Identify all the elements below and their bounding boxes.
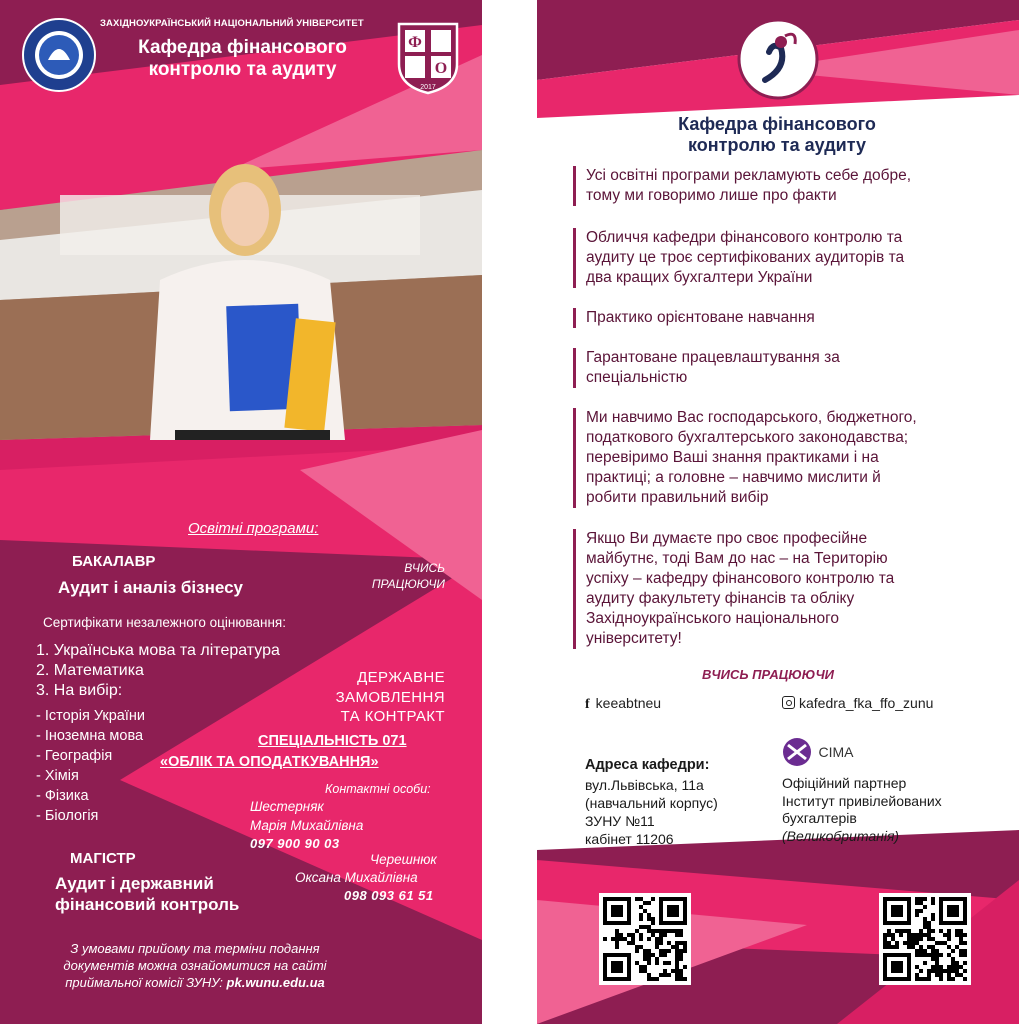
bachelor-program: Аудит і аналіз бізнесу [58, 578, 243, 597]
subject-item: 1. Українська мова та література [36, 642, 280, 659]
fact-6 [573, 529, 1006, 649]
contact-2-surname: Черешнюк [370, 852, 437, 867]
right-title-line1: Кафедра фінансового [678, 114, 876, 134]
fact-line: Практико орієнтоване навчання [586, 309, 815, 326]
university-name: ЗАХІДНОУКРАЇНСЬКИЙ НАЦІОНАЛЬНИЙ УНІВЕРСИТЕТ [100, 18, 364, 29]
address-block [585, 776, 718, 848]
right-panel-title [637, 114, 917, 156]
subject-item: 2. Математика [36, 662, 144, 679]
fact-line: Гарантоване працевлаштування за [586, 349, 840, 366]
fact-line: тому ми говоримо лише про факти [586, 187, 837, 204]
facebook-icon: f [585, 697, 590, 712]
partner-line: Офіційний партнер [782, 775, 907, 791]
instagram-handle: kafedra_fka_ffo_zunu [799, 695, 934, 711]
partner-line: бухгалтерів [782, 810, 857, 826]
state-order-line: ЗАМОВЛЕННЯ [335, 688, 445, 706]
footnote-prefix: приймальної комісії ЗУНУ: [65, 975, 227, 990]
footnote-line: документів можна ознайомитися на сайті [63, 958, 327, 973]
footnote-line [10, 974, 380, 991]
bachelor-label: БАКАЛАВР [72, 553, 156, 570]
right-brochure-panel [537, 0, 1019, 1024]
master-program [55, 873, 239, 915]
state-order-line: ТА КОНТРАКТ [340, 708, 445, 725]
contact-1-surname: Шестерняк [250, 799, 324, 814]
master-program-line2: фінансовий контроль [55, 895, 240, 914]
address-title: Адреса кафедри: [585, 757, 710, 773]
department-title-line1: Кафедра фінансового [138, 37, 347, 58]
partner-country: (Великобританія) [782, 827, 900, 844]
specialty-name: «ОБЛІК ТА ОПОДАТКУВАННЯ» [160, 754, 379, 770]
contacts-title: Контактні особи: [325, 782, 431, 796]
contact-2-name: Оксана Михайлівна [295, 870, 418, 885]
study-working-line2: ПРАЦЮЮЧИ [371, 577, 445, 591]
qr-code-right[interactable] [879, 893, 971, 985]
partner-line: Інститут привілейованих [782, 792, 942, 809]
footnote-line: З умовами прийому та терміни подання [70, 941, 320, 956]
fact-1 [573, 166, 1006, 206]
cima-emblem-icon [782, 737, 812, 767]
fact-line: майбутнє, тоді Вам до нас – на Територію [586, 550, 888, 567]
contact-1-phone: 097 900 90 03 [250, 836, 340, 851]
state-order-note [290, 668, 445, 727]
specialty-code: СПЕЦІАЛЬНІСТЬ 071 [258, 733, 407, 749]
facebook-link[interactable] [585, 695, 661, 713]
address-line: (навчальний корпус) [585, 795, 718, 811]
fact-line: два кращих бухгалтери України [586, 269, 813, 286]
contact-2-phone: 098 093 61 51 [344, 888, 434, 903]
study-working-note [335, 560, 445, 592]
instagram-icon [782, 696, 795, 709]
fact-line: практиці; а головне – навчимо мислити й [586, 469, 881, 486]
fact-line: аудиту факультету фінансів та обліку [586, 590, 855, 607]
qr-code-image [879, 893, 971, 985]
university-seal-logo [22, 18, 96, 92]
fact-line: Обличчя кафедри фінансового контролю та [586, 229, 903, 246]
fact-line: успіху – кафедру фінансового контролю та [586, 570, 895, 587]
address-line: вул.Львівська, 11а [585, 777, 704, 793]
facebook-handle: keeabtneu [595, 695, 662, 711]
fact-4 [573, 348, 1006, 388]
study-working-slogan: ВЧИСЬ ПРАЦЮЮЧИ [702, 667, 835, 682]
svg-text:Ф: Ф [408, 34, 422, 51]
fact-2 [573, 228, 1006, 288]
department-emblem-logo [737, 18, 819, 100]
electives-list [36, 706, 145, 826]
admission-website-link[interactable]: pk.wunu.edu.ua [226, 975, 325, 990]
cima-logo [782, 737, 853, 767]
address-line: кабінет 11206 [585, 831, 674, 847]
faculty-shield-logo [395, 20, 461, 95]
fact-line: Усі освітні програми рекламують себе добре, [586, 167, 912, 184]
master-label: МАГІСТР [70, 850, 136, 867]
fact-line: Ми навчимо Вас господарського, бюджетного, [586, 409, 917, 426]
cima-label: CIMA [818, 744, 854, 760]
fact-line: спеціальністю [586, 369, 688, 386]
fact-line: робити правильний вибір [586, 489, 769, 506]
fact-line: перевіримо Ваші знання практиками і на [586, 449, 879, 466]
elective-item: - Хімія [36, 768, 79, 784]
master-program-line1: Аудит і державний [55, 874, 214, 893]
certificates-title: Сертифікати незалежного оцінювання: [43, 615, 286, 630]
subject-item: 3. На вибір: [36, 682, 123, 699]
fact-line: аудиту це троє сертифікованих аудиторів та [586, 249, 905, 266]
elective-item: - Фізика [36, 788, 89, 804]
fact-line: університету! [586, 630, 682, 647]
address-line: ЗУНУ №11 [585, 813, 655, 829]
instagram-link[interactable] [782, 695, 933, 711]
right-title-line2: контролю та аудиту [688, 135, 866, 155]
elective-item: - Історія України [36, 708, 146, 724]
left-brochure-panel [0, 0, 482, 1024]
department-title-line2: контролю та аудиту [148, 59, 337, 80]
contact-1-name: Марія Михайлівна [250, 818, 364, 833]
fact-3 [573, 308, 1006, 328]
subjects-list [36, 641, 280, 701]
study-working-line1: ВЧИСЬ [404, 561, 445, 575]
fact-line: Якщо Ви думаєте про своє професійне [586, 530, 868, 547]
fact-line: Західноукраїнського національного [586, 610, 840, 627]
svg-text:О: О [434, 60, 448, 77]
svg-text:2017: 2017 [420, 84, 436, 91]
department-title [115, 37, 370, 81]
fact-line: податкового бухгалтерського законодавства; [586, 429, 909, 446]
elective-item: - Іноземна мова [36, 728, 144, 744]
state-order-line: ДЕРЖАВНЕ [357, 669, 445, 686]
qr-code-image [599, 893, 691, 985]
admission-footnote [10, 940, 380, 991]
elective-item: - Географія [36, 748, 113, 764]
fact-5 [573, 408, 1006, 508]
partner-block [782, 775, 942, 845]
elective-item: - Біологія [36, 808, 99, 824]
programs-heading: Освітні програми: [188, 520, 319, 537]
qr-code-left[interactable] [599, 893, 691, 985]
